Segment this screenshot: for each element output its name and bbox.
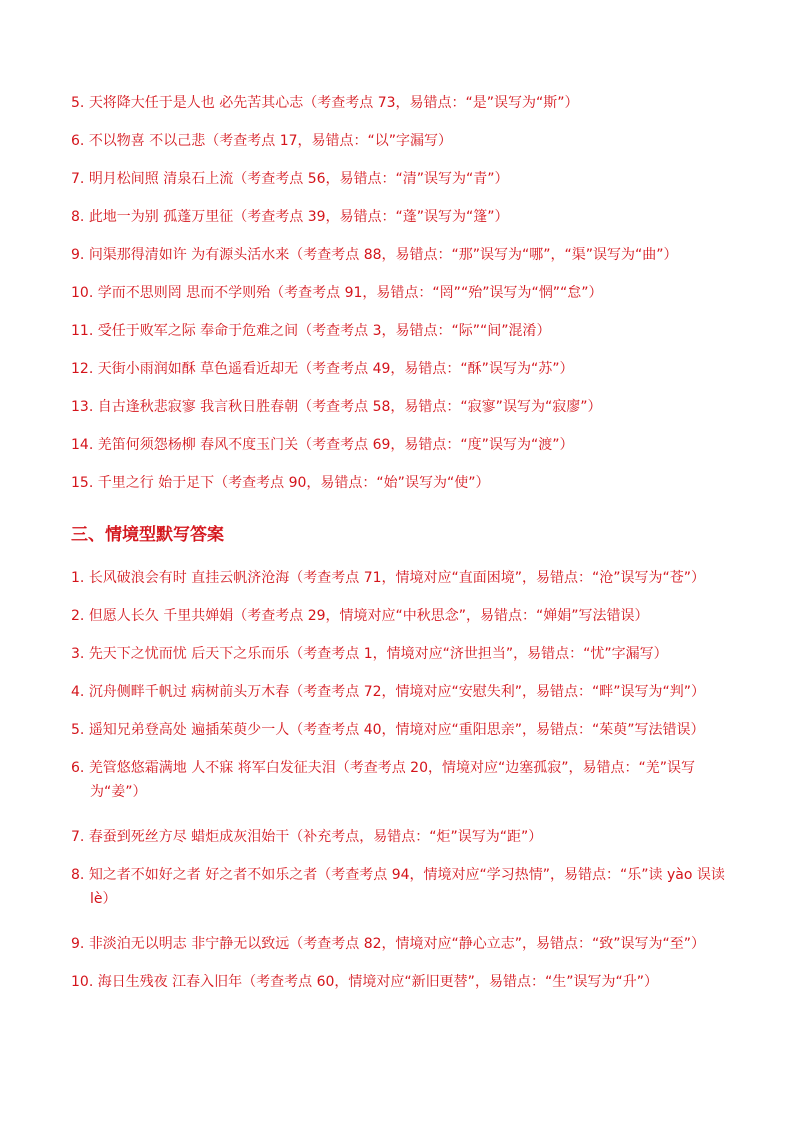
list-item xyxy=(71,825,731,849)
item-number: 14. xyxy=(71,437,94,453)
item-text: 天将降大任于是人也 必先苦其心志（考查考点 73，易错点：“是”误写为“斯”） xyxy=(88,95,579,111)
item-text: 长风破浪会有时 直挂云帆济沧海（考查考点 71，情境对应“直面困境”，易错点：“沧”误写为“苍”） xyxy=(88,570,706,586)
list-item xyxy=(71,718,731,742)
item-number: 3. xyxy=(71,646,85,662)
item-number: 12. xyxy=(71,361,94,377)
item-text: 受任于败军之际 奉命于危难之间（考查考点 3，易错点：“际”“间”混淆） xyxy=(97,323,551,339)
item-text: 沉舟侧畔千帆过 病树前头万木春（考查考点 72，情境对应“安慰失利”，易错点：“畔”误写为“判”） xyxy=(88,684,706,700)
item-number: 9. xyxy=(71,936,85,952)
list-item xyxy=(71,863,740,911)
item-text: 千里之行 始于足下（考查考点 90，易错点：“始”误写为“使”） xyxy=(97,475,490,491)
item-number: 5. xyxy=(71,95,85,111)
list-item xyxy=(71,91,731,115)
list-item xyxy=(71,433,731,457)
item-text: 春蚕到死丝方尽 蜡炬成灰泪始干（补充考点，易错点：“炬”误写为“距”） xyxy=(88,829,543,845)
item-number: 13. xyxy=(71,399,94,415)
item-text: 学而不思则罔 思而不学则殆（考查考点 91，易错点：“罔”“殆”误写为“惘”“怠”） xyxy=(97,285,603,301)
item-text: 先天下之忧而忧 后天下之乐而乐（考查考点 1，情境对应“济世担当”，易错点：“忧”字漏写） xyxy=(88,646,668,662)
item-text: 遥知兄弟登高处 遍插茱萸少一人（考查考点 40，情境对应“重阳思亲”，易错点：“茱萸”写法错误） xyxy=(88,722,705,738)
list-item xyxy=(71,642,731,666)
item-text: 问渠那得清如许 为有源头活水来（考查考点 88，易错点：“那”误写为“哪”，“渠”误写为“曲”） xyxy=(88,247,678,263)
section-heading: 三、情境型默写答案 xyxy=(71,525,224,545)
item-text: 自古逢秋悲寂寥 我言秋日胜春朝（考查考点 58，易错点：“寂寥”误写为“寂廖”） xyxy=(97,399,602,415)
list-item xyxy=(71,756,740,804)
item-number: 10. xyxy=(71,285,94,301)
list-item xyxy=(71,357,731,381)
item-number: 10. xyxy=(71,974,94,990)
item-number: 4. xyxy=(71,684,85,700)
item-number: 1. xyxy=(71,570,85,586)
list-item xyxy=(71,932,731,956)
item-text: 海日生残夜 江春入旧年（考查考点 60，情境对应“新旧更替”，易错点：“生”误写为“升”） xyxy=(97,974,658,990)
item-text: 知之者不如好之者 好之者不如乐之者（考查考点 94，情境对应“学习热情”，易错点：“乐”读 yào 误读 lè） xyxy=(88,867,725,907)
list-item xyxy=(71,970,731,994)
item-text: 非淡泊无以明志 非宁静无以致远（考查考点 82，情境对应“静心立志”，易错点：“致”误写为“至”） xyxy=(88,936,706,952)
item-number: 8. xyxy=(71,867,85,883)
item-text: 但愿人长久 千里共婵娟（考查考点 29，情境对应“中秋思念”，易错点：“婵娟”写法错误） xyxy=(88,608,649,624)
item-number: 15. xyxy=(71,475,94,491)
list-item xyxy=(71,205,731,229)
item-number: 8. xyxy=(71,209,85,225)
list-item xyxy=(71,471,731,495)
list-item xyxy=(71,680,731,704)
item-number: 11. xyxy=(71,323,94,339)
item-number: 7. xyxy=(71,171,85,187)
list-item xyxy=(71,319,731,343)
item-text: 不以物喜 不以己悲（考查考点 17，易错点：“以”字漏写） xyxy=(88,133,453,149)
item-number: 6. xyxy=(71,760,85,776)
item-number: 7. xyxy=(71,829,85,845)
list-item xyxy=(71,167,731,191)
list-item xyxy=(71,281,731,305)
item-text: 明月松间照 清泉石上流（考查考点 56，易错点：“清”误写为“青”） xyxy=(88,171,509,187)
item-number: 6. xyxy=(71,133,85,149)
item-text: 羌笛何须怨杨柳 春风不度玉门关（考查考点 69，易错点：“度”误写为“渡”） xyxy=(97,437,574,453)
item-number: 5. xyxy=(71,722,85,738)
list-item xyxy=(71,604,731,628)
item-text: 天街小雨润如酥 草色遥看近却无（考查考点 49，易错点：“酥”误写为“苏”） xyxy=(97,361,574,377)
item-text: 此地一为别 孤蓬万里征（考查考点 39，易错点：“蓬”误写为“篷”） xyxy=(88,209,509,225)
list-item xyxy=(71,395,731,419)
item-text: 羌管悠悠霜满地 人不寐 将军白发征夫泪（考查考点 20，情境对应“边塞孤寂”，易错点：“羌”误写为“姜”） xyxy=(88,760,695,800)
item-number: 2. xyxy=(71,608,85,624)
list-item xyxy=(71,566,731,590)
list-item xyxy=(71,129,731,153)
item-number: 9. xyxy=(71,247,85,263)
list-item xyxy=(71,243,731,267)
